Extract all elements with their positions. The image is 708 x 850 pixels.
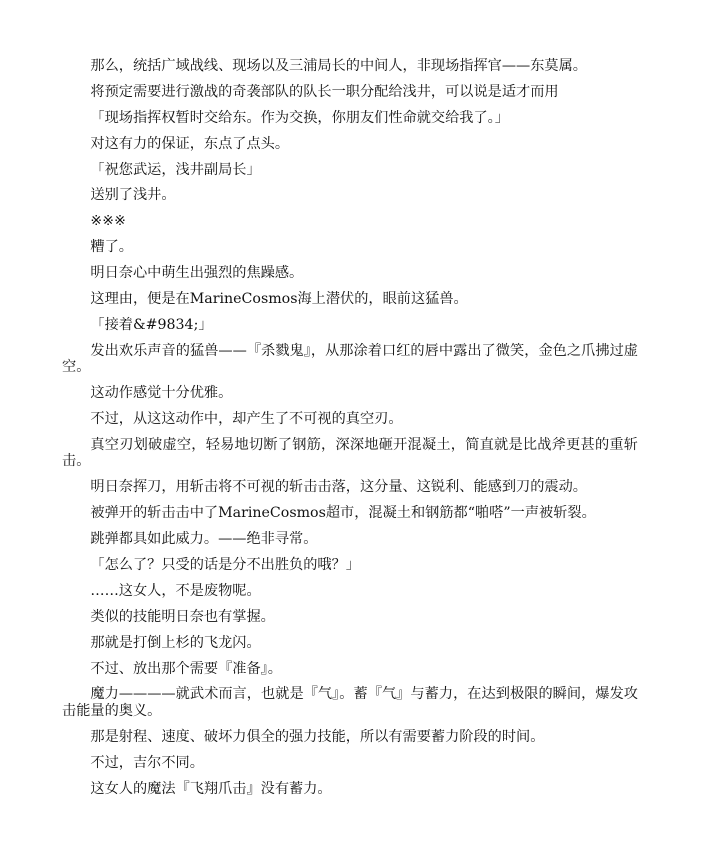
paragraph: 真空刃划破虚空，轻易地切断了钢筋，深深地砸开混凝土，简直就是比战斧更甚的重斩击。: [62, 436, 638, 470]
paragraph: 明日奈挥刀，用斩击将不可视的斩击击落，这分量、这锐利、能感到刀的震动。: [90, 479, 587, 496]
paragraph: 不过，吉尔不同。: [90, 754, 204, 771]
paragraph: 不过、放出那个需要『准备』。: [90, 660, 282, 677]
document-page: [62, 58, 638, 807]
paragraph: 跳弹都具如此威力。——绝非寻常。: [90, 531, 318, 548]
paragraph: 糟了。: [90, 239, 133, 256]
scene-break: ※※※: [90, 213, 127, 230]
dialogue-paragraph: 「现场指挥权暂时交给东。作为交换，你朋友们性命就交给我了。」: [90, 109, 509, 126]
dialogue-paragraph: 「怎么了？只受的话是分不出胜负的哦？」: [90, 557, 360, 574]
paragraph: 这理由，便是在MarineCosmos海上潜伏的，眼前这猛兽。: [90, 291, 468, 308]
paragraph: 那就是打倒上杉的飞龙闪。: [90, 634, 261, 651]
dialogue-paragraph: 「祝您武运，浅井副局长」: [90, 161, 261, 178]
paragraph: 被弹开的斩击击中了MarineCosmos超市，混凝土和钢筋都“啪嗒”一声被斩裂。: [90, 505, 596, 522]
dialogue-paragraph: 「接着&#9834;」: [90, 316, 213, 333]
paragraph: ……这女人，不是废物呢。: [90, 582, 261, 599]
paragraph: 不过，从这这动作中，却产生了不可视的真空刃。: [90, 411, 403, 428]
paragraph: 类似的技能明日奈也有掌握。: [90, 608, 275, 625]
paragraph: 魔力————就武术而言，也就是『气』。蓄『气』与蓄力，在达到极限的瞬间，爆发攻击能量的奥义。: [62, 686, 638, 719]
paragraph: 那么，统括广域战线、现场以及三浦局长的中间人，非现场指挥官——东莫属。: [90, 58, 587, 74]
paragraph: 对这有力的保证，东点了点头。: [90, 135, 290, 152]
paragraph: 发出欢乐声音的猛兽——『杀戮鬼』，从那涂着口红的唇中露出了微笑，金色之爪拂过虚空。: [62, 342, 638, 376]
paragraph: 送别了浅井。: [90, 187, 176, 204]
paragraph: 明日奈心中萌生出强烈的焦躁感。: [90, 265, 304, 282]
paragraph: 那是射程、速度、破坏力俱全的强力技能，所以有需要蓄力阶段的时间。: [90, 728, 545, 745]
paragraph: 这女人的魔法『飞翔爪击』没有蓄力。: [90, 780, 332, 797]
paragraph: 将预定需要进行激战的奇袭部队的队长一职分配给浅井，可以说是适才而用: [90, 83, 559, 100]
paragraph: 这动作感觉十分优雅。: [90, 385, 233, 402]
